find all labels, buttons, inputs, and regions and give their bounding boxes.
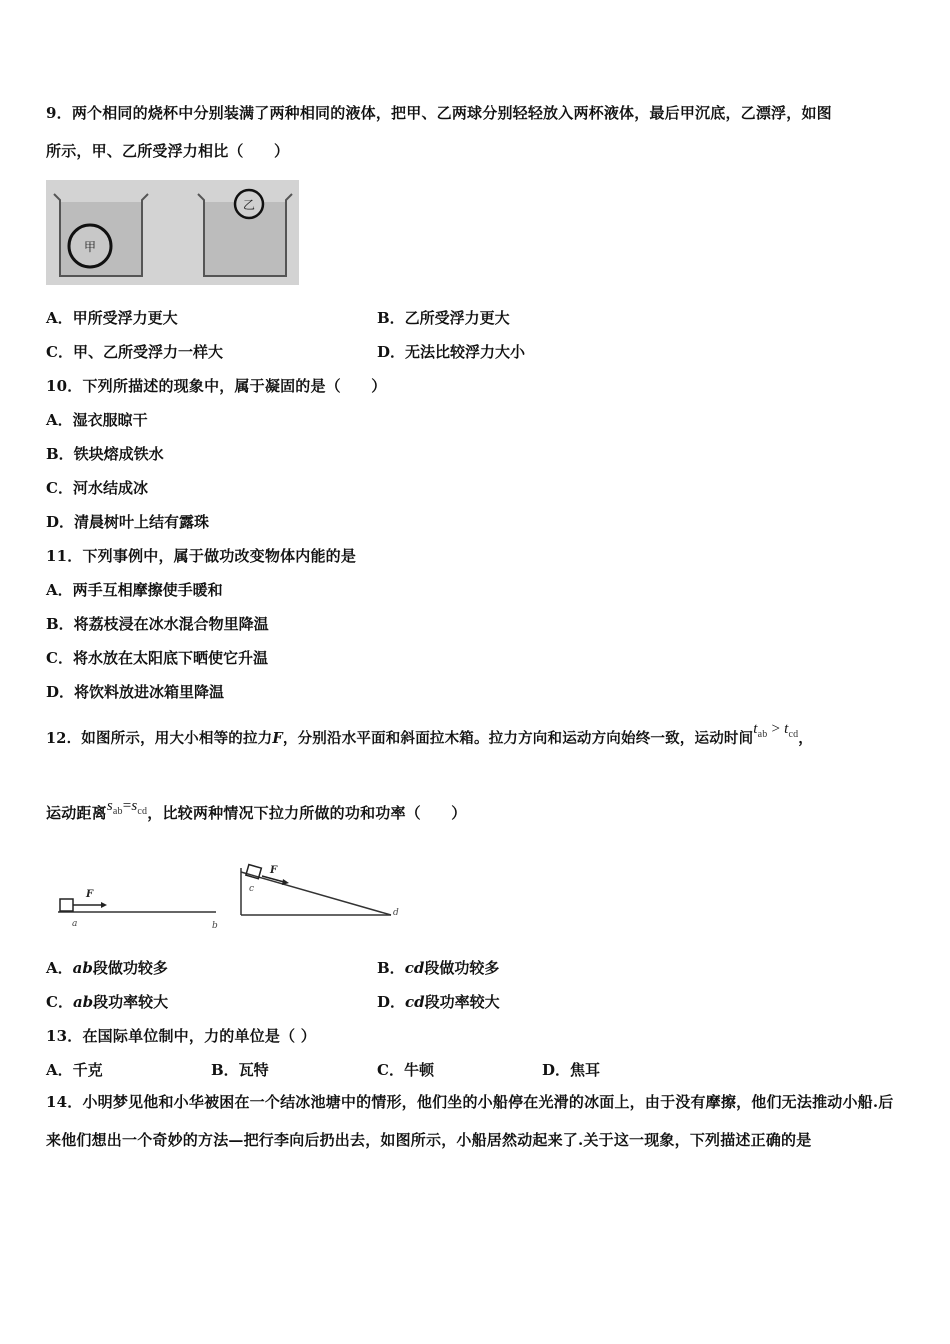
q10-option-d[interactable]: D．清晨树叶上结有露珠 xyxy=(46,513,210,531)
q11-option-d[interactable]: D．将饮料放进冰箱里降温 xyxy=(46,683,225,701)
q12-time-relation xyxy=(753,721,799,740)
q12-option-a[interactable] xyxy=(46,957,168,978)
q9-stem-line1: 9．两个相同的烧杯中分别装满了两种相同的液体，把甲、乙两球分别轻轻放入两杯液体，最后甲沉底，乙漂浮，如图 xyxy=(46,104,832,122)
q12-force-symbol: F xyxy=(272,730,283,747)
q12-a-var: ab xyxy=(72,959,93,977)
s-symbol-1: s xyxy=(106,798,113,814)
q13-option-a[interactable]: A．千克 xyxy=(46,1061,103,1079)
q9-option-b[interactable]: B．乙所受浮力更大 xyxy=(377,309,510,327)
q12-b-text: 段做功较多 xyxy=(424,959,500,977)
q10-stem: 10．下列所描述的现象中，属于凝固的是（ ） xyxy=(46,377,387,395)
q13-stem: 13．在国际单位制中，力的单位是（ ） xyxy=(46,1027,316,1045)
q9-option-c[interactable]: C．甲、乙所受浮力一样大 xyxy=(46,343,223,361)
q12-d-text: 段功率较大 xyxy=(424,993,500,1011)
q13-option-c[interactable]: C．牛顿 xyxy=(377,1061,434,1079)
q12-d-letter: D． xyxy=(377,993,406,1011)
t-symbol-1: t xyxy=(753,721,758,737)
q13-option-b[interactable]: B．瓦特 xyxy=(211,1061,269,1079)
q9-stem-line2: 所示，甲、乙所受浮力相比（ ） xyxy=(46,142,290,160)
s-sub-ab: ab xyxy=(112,806,123,817)
q12-stem-line2 xyxy=(46,798,467,825)
q12-option-d[interactable] xyxy=(377,991,500,1012)
fig-force-label-2: F xyxy=(270,865,278,876)
box-horizontal xyxy=(60,899,73,911)
box-incline xyxy=(246,865,262,879)
t-sub-cd: cd xyxy=(788,729,799,740)
ball-jia-label: 甲 xyxy=(83,240,97,254)
q11-stem: 11．下列事例中，属于做功改变物体内能的是 xyxy=(46,547,357,565)
ball-yi-label: 乙 xyxy=(242,198,256,212)
q12-option-c[interactable] xyxy=(46,991,168,1012)
q9-beakers-figure xyxy=(46,180,299,285)
q12-a-text: 段做功较多 xyxy=(92,959,168,977)
q12-b-var: cd xyxy=(404,959,425,977)
fig-label-a: a xyxy=(72,919,78,929)
q12-option-b[interactable] xyxy=(377,957,499,978)
q12-stem-text-2: ，分别沿水平面和斜面拉木箱。拉力方向和运动方向始终一致，运动时间 xyxy=(282,730,754,747)
q14-stem: 14．小明梦见他和小华被困在一个结冰池塘中的情形，他们坐的小船停在光滑的冰面上，由于没有摩擦，他们无法推动小船.后来他们想出一个奇妙的方法—把行李向后扔出去，如图所示，小船居然动起来了.关于这一现象，下列描述正确的是 xyxy=(46,1093,894,1149)
t-symbol-2: t xyxy=(784,721,789,737)
q10-option-b[interactable]: B．铁块熔成铁水 xyxy=(46,445,164,463)
s-sub-cd: cd xyxy=(137,806,148,817)
q12-d-var: cd xyxy=(405,993,425,1011)
q12-stem-text-3: 运动距离 xyxy=(46,804,107,822)
q12-stem-text-1: 12．如图所示，用大小相等的拉力 xyxy=(46,730,273,747)
eq-sign: = xyxy=(122,798,132,814)
fig-label-b: b xyxy=(212,921,218,931)
q13-option-d[interactable]: D．焦耳 xyxy=(542,1061,601,1079)
q12-c-text: 段功率较大 xyxy=(93,993,169,1011)
q9-option-a[interactable]: A．甲所受浮力更大 xyxy=(46,309,178,327)
q12-b-letter: B． xyxy=(377,959,405,977)
q12-a-letter: A． xyxy=(46,959,73,977)
q10-option-c[interactable]: C．河水结成冰 xyxy=(46,479,148,497)
q11-option-a[interactable]: A．两手互相摩擦使手暖和 xyxy=(46,581,223,599)
s-symbol-2: s xyxy=(131,798,138,814)
fig-force-label-1: F xyxy=(86,889,94,900)
fig-label-d: d xyxy=(393,908,399,918)
q12-stem-text-4: ，比较两种情况下拉力所做的功和功率（ ） xyxy=(147,804,467,822)
q12-comma: ， xyxy=(798,730,813,747)
q12-c-var: ab xyxy=(72,993,94,1011)
q11-option-c[interactable]: C．将水放在太阳底下晒使它升温 xyxy=(46,649,268,667)
q9-option-d[interactable]: D．无法比较浮力大小 xyxy=(377,343,526,361)
q12-figure xyxy=(46,858,406,938)
t-sub-ab: ab xyxy=(757,729,768,740)
q10-option-a[interactable]: A．湿衣服晾干 xyxy=(46,411,148,429)
gt-sign: > xyxy=(767,721,785,737)
q11-option-b[interactable]: B．将荔枝浸在冰水混合物里降温 xyxy=(46,615,269,633)
fig-label-c: c xyxy=(249,884,255,894)
q12-distance-relation xyxy=(106,798,148,817)
q12-stem-line1 xyxy=(46,721,813,750)
q12-c-letter: C． xyxy=(46,993,73,1011)
